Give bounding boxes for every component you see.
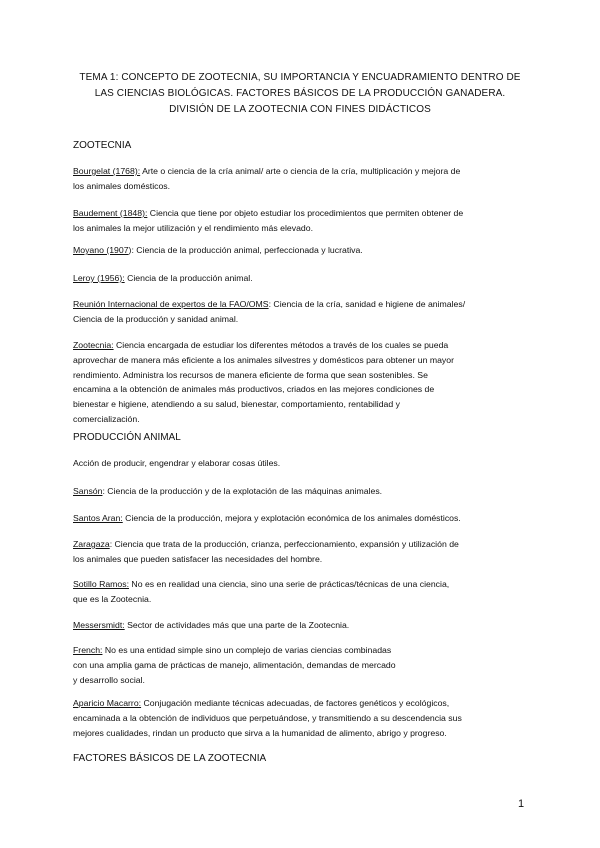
- definition-french: [73, 643, 533, 687]
- definition-text: comercialización.: [73, 413, 140, 424]
- author-name: Santos Aran:: [73, 513, 123, 523]
- definition-baudement: [73, 206, 533, 236]
- section-heading-produccion: PRODUCCIÓN ANIMAL: [73, 432, 181, 443]
- author-name: Zootecnia:: [73, 340, 114, 350]
- definition-text: bienestar e higiene, atendiendo a su salud, bienestar, comportamiento, rentabilidad y: [73, 399, 400, 410]
- author-name: Moyano (1907: [73, 245, 129, 255]
- definition-text: Arte o ciencia de la cría animal/ arte o ciencia de la cría, multiplicación y mejora de: [140, 166, 461, 176]
- definition-text: ): Ciencia de la producción animal, perfeccionada y lucrativa.: [128, 245, 363, 255]
- page-number: 1: [518, 798, 525, 810]
- definition-text: No es en realidad una ciencia, sino una serie de prácticas/técnicas de una ciencia,: [129, 579, 450, 589]
- definition-sotillo: [73, 577, 533, 607]
- definition-text: encaminada a la obtención de individuos que perpetuándose, y transmitiendo a su descendencia sus: [73, 712, 462, 723]
- definition-text: mejores cualidades, rindan un producto que sirva a la humanidad de alimento, abrigo y progreso.: [73, 727, 447, 738]
- definition-zaragaza: [73, 537, 533, 567]
- author-name: French:: [73, 645, 103, 655]
- definition-text: los animales la mejor utilización y el rendimiento más elevado.: [73, 222, 313, 233]
- author-name: Reunión Internacional de expertos de la FAO/OMS: [73, 299, 269, 309]
- definition-text: Ciencia encargada de estudiar los diferentes métodos a través de los cuales se pueda: [113, 340, 449, 350]
- definition-sanson: [73, 484, 533, 499]
- definition-text: Conjugación mediante técnicas adecuadas, de factores genéticos y ecológicos,: [141, 698, 450, 708]
- author-name: Sotillo Ramos:: [73, 579, 130, 589]
- definition-text: Ciencia de la producción animal.: [124, 273, 253, 283]
- definition-zootecnia: [73, 338, 533, 427]
- title-line: TEMA 1: CONCEPTO DE ZOOTECNIA, SU IMPORTANCIA Y ENCUADRAMIENTO DENTRO DE: [79, 72, 521, 83]
- section-heading-factores: FACTORES BÁSICOS DE LA ZOOTECNIA: [73, 753, 267, 764]
- author-name: Baudement (1848):: [73, 208, 148, 218]
- document-title: [60, 70, 540, 118]
- title-line: DIVISIÓN DE LA ZOOTECNIA CON FINES DIDÁCTICOS: [169, 104, 431, 115]
- definition-text: aprovechar de manera más eficiente a los animales silvestres y domésticos para obtener un mayor: [73, 354, 454, 365]
- definition-text: rendimiento. Administra los recursos de manera eficiente de forma que sean sostenibles. Se: [73, 369, 428, 380]
- author-name: Sansón: [73, 486, 103, 496]
- definition-text: Sector de actividades más que una parte de la Zootecnia.: [124, 620, 350, 630]
- definition-leroy: [73, 271, 533, 286]
- definition-text: encamina a la obtención de animales más productivos, criados en las mejores condiciones de: [73, 384, 435, 395]
- definition-text: los animales que pueden satisfacer las necesidades del hombre.: [73, 553, 323, 564]
- author-name: Aparicio Macarro:: [73, 698, 142, 708]
- definition-text: los animales domésticos.: [73, 180, 171, 191]
- definition-text: Acción de producir, engendrar y elaborar cosas útiles.: [73, 458, 281, 468]
- definition-text: No es una entidad simple sino un complejo de varias ciencias combinadas: [102, 645, 392, 655]
- definition-text: : Ciencia que trata de la producción, crianza, perfeccionamiento, expansión y utilización de: [109, 539, 459, 549]
- definition-text: : Ciencia de la producción y de la explotación de las máquinas animales.: [102, 486, 383, 496]
- definition-santos: [73, 511, 533, 526]
- definition-text: Ciencia de la producción y sanidad animal.: [73, 313, 239, 324]
- definition-messersmidt: [73, 618, 533, 633]
- definition-bourgelat: [73, 164, 533, 194]
- author-name: Bourgelat (1768):: [73, 166, 141, 176]
- author-name: Zaragaza: [73, 539, 110, 549]
- definition-text: con una amplia gama de prácticas de manejo, alimentación, demandas de mercado: [73, 659, 396, 670]
- definition-aparicio: [73, 696, 533, 740]
- definition-moyano: [73, 243, 533, 258]
- definition-text: Ciencia de la producción, mejora y explotación económica de los animales domésticos.: [122, 513, 461, 523]
- definition-text: Ciencia que tiene por objeto estudiar los procedimientos que permiten obtener de: [147, 208, 464, 218]
- section-heading-zootecnia: ZOOTECNIA: [73, 140, 132, 151]
- title-line: LAS CIENCIAS BIOLÓGICAS. FACTORES BÁSICOS DE LA PRODUCCIÓN GANADERA.: [94, 88, 506, 99]
- author-name: Messersmidt:: [73, 620, 125, 630]
- definition-text: y desarrollo social.: [73, 674, 145, 685]
- definition-fao: [73, 297, 533, 327]
- author-name: Leroy (1956):: [73, 273, 125, 283]
- definition-text: que es la Zootecnia.: [73, 593, 152, 604]
- definition-text: : Ciencia de la cría, sanidad e higiene de animales/: [268, 299, 466, 309]
- definition-accion: [73, 456, 533, 471]
